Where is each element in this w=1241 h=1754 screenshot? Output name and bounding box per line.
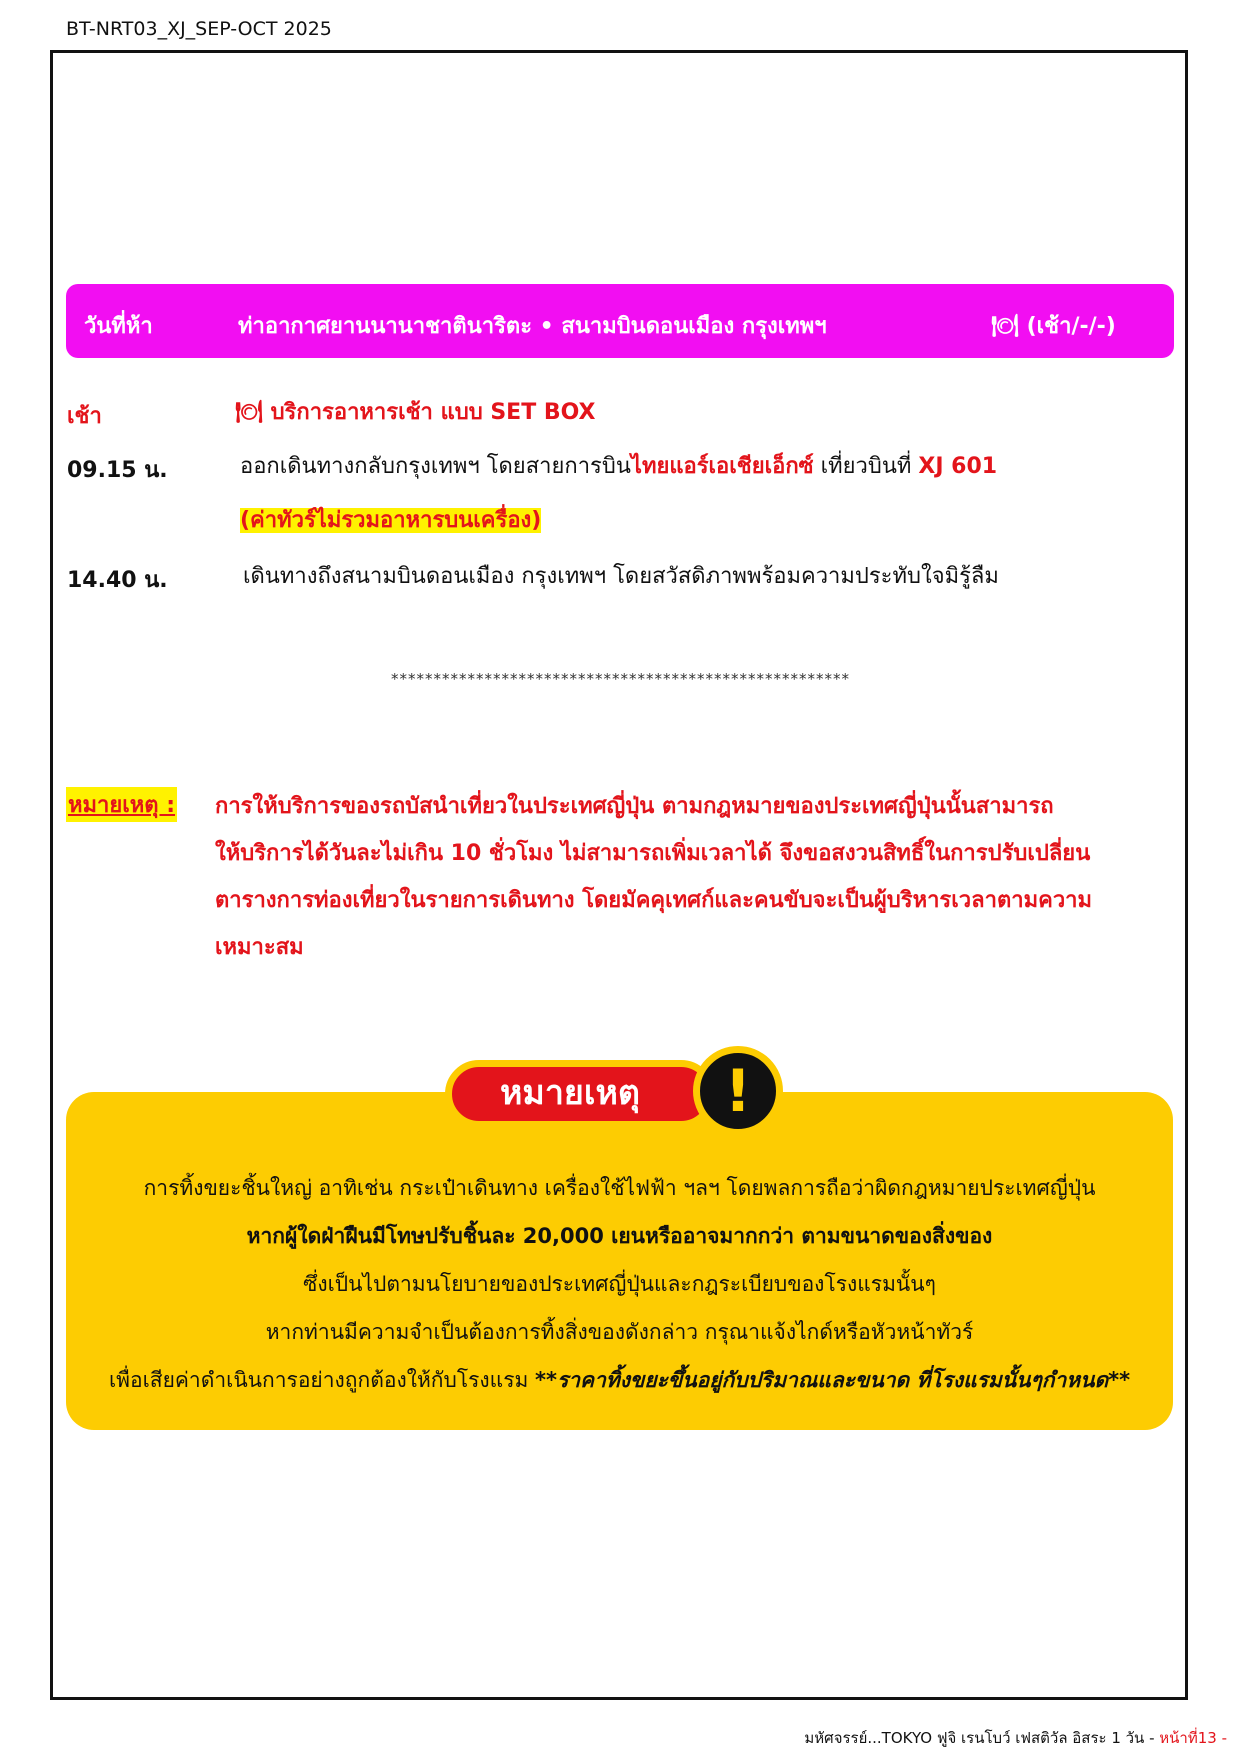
airline-name: ไทยแอร์เอเชียเอ็กซ์ bbox=[630, 454, 814, 479]
day-banner bbox=[66, 284, 1174, 358]
badge-label: หมายเหตุ bbox=[500, 1073, 640, 1113]
schedule-time: เช้า bbox=[67, 404, 102, 429]
remark-line: ให้บริการได้วันละไม่เกิน 10 ชั่วโมง ไม่สามารถเพิ่มเวลาได้ จึงขอสงวนสิทธิ์ในการปรับเปลี่ยน bbox=[215, 841, 1091, 866]
flight-number: XJ 601 bbox=[918, 454, 998, 479]
notice-box bbox=[66, 1092, 1173, 1430]
notice-line bbox=[66, 1364, 1173, 1397]
notice-line: หากท่านมีความจำเป็นต้องการทิ้งสิ่งของดังกล่าว กรุณาแจ้งไกด์หรือหัวหน้าทัวร์ bbox=[265, 1320, 974, 1344]
day-route: ท่าอากาศยานนานาชาตินาริตะ • สนามบินดอนเมือง กรุงเทพฯ bbox=[238, 314, 827, 339]
schedule-text-mid: เที่ยวบินที่ bbox=[813, 454, 919, 479]
schedule-time: 09.15 น. bbox=[67, 458, 168, 483]
remark-text bbox=[215, 783, 1180, 971]
day-label: วันที่ห้า bbox=[84, 314, 153, 339]
page-footer bbox=[804, 1726, 1227, 1750]
footer-title: มหัศจรรย์...TOKYO ฟูจิ เรนโบว์ เฟสติวัล อิสระ 1 วัน - bbox=[804, 1729, 1160, 1747]
notice-line-emphasis: **ราคาทิ้งขยะขึ้นอยู่กับปริมาณและขนาด ที่โรงแรมนั้นๆกำหนด** bbox=[535, 1368, 1131, 1392]
separator: ****************************************************** bbox=[391, 670, 850, 688]
day-meals: 🍽 (เช้า/-/-) bbox=[991, 314, 1116, 339]
document-code: BT-NRT03_XJ_SEP-OCT 2025 bbox=[66, 18, 332, 40]
schedule-time: 14.40 น. bbox=[67, 568, 168, 593]
remark-label: หมายเหตุ : bbox=[66, 787, 177, 822]
notice-line-fine: หากผู้ใดฝ่าฝืนมีโทษปรับชิ้นละ 20,000 เยนหรืออาจมากกว่า ตามขนาดของสิ่งของ bbox=[246, 1224, 993, 1248]
notice-line: ซึ่งเป็นไปตามนโยบายของประเทศญี่ปุ่นและกฎระเบียบของโรงแรมนั้นๆ bbox=[303, 1272, 936, 1296]
remark-line: เหมาะสม bbox=[215, 935, 304, 960]
meal-exclusion-note: (ค่าทัวร์ไม่รวมอาหารบนเครื่อง) bbox=[240, 508, 542, 533]
remark-line: ตารางการท่องเที่ยวในรายการเดินทาง โดยมัคคุเทศก์และคนขับจะเป็นผู้บริหารเวลาตามความ bbox=[215, 888, 1093, 913]
notice-line: การทิ้งขยะชิ้นใหญ่ อาทิเช่น กระเป๋าเดินทาง เครื่องใช้ไฟฟ้า ฯลฯ โดยพลการถือว่าผิดกฎหมายประเทศญี่ปุ่น bbox=[143, 1176, 1096, 1200]
schedule-text-before: ออกเดินทางกลับกรุงเทพฯ โดยสายการบิน bbox=[240, 454, 631, 479]
notice-badge bbox=[445, 1046, 785, 1136]
notice-line-part: เพื่อเสียค่าดำเนินการอย่างถูกต้องให้กับโรงแรม bbox=[108, 1368, 535, 1392]
schedule-text: เดินทางถึงสนามบินดอนเมือง กรุงเทพฯ โดยสวัสดิภาพพร้อมความประทับใจมิรู้ลืม bbox=[243, 564, 999, 589]
schedule-text: 🍽 บริการอาหารเช้า แบบ SET BOX bbox=[235, 400, 596, 425]
schedule-note bbox=[240, 506, 541, 536]
page-number: หน้าที่13 - bbox=[1159, 1729, 1227, 1747]
remark-line: การให้บริการของรถบัสนำเที่ยวในประเทศญี่ปุ่น ตามกฎหมายของประเทศญี่ปุ่นนั้นสามารถ bbox=[215, 794, 1054, 819]
schedule-text bbox=[240, 452, 997, 482]
exclamation-icon: ! bbox=[724, 1057, 752, 1125]
